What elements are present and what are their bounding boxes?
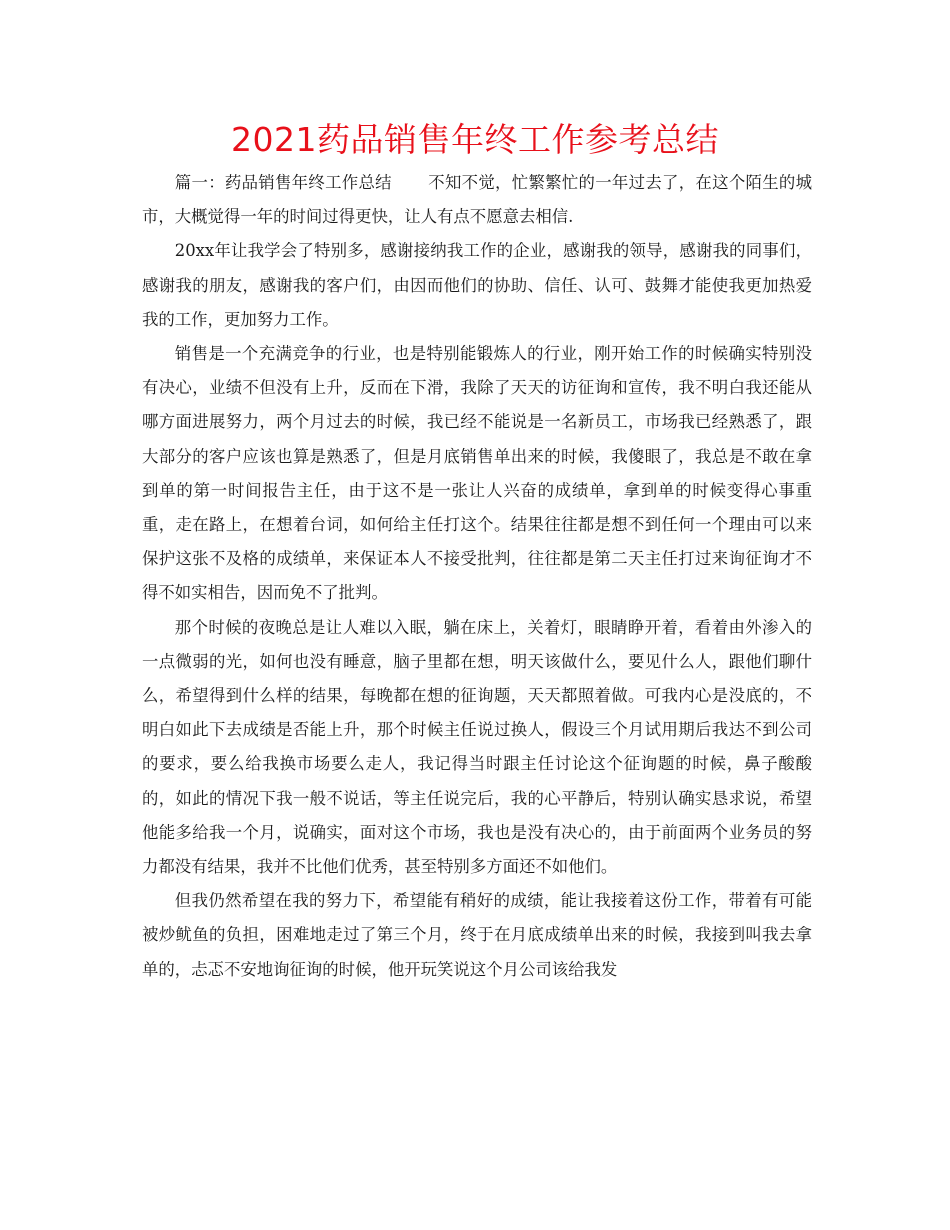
intro-label: 篇一：药品销售年终工作总结: [174, 173, 392, 192]
paragraph-1-text: 不知不觉，忙繁繁忙的一年过去了，在这个陌生的城市，大概觉得一年的时间过得更快，让人有点不愿意去相信.: [142, 173, 813, 227]
paragraph-4: 那个时候的夜晚总是让人难以入眠，躺在床上，关着灯，眼睛睁开着，看着由外渗入的一点微弱的光，如何也没有睡意，脑子里都在想，明天该做什么，要见什么人，跟他们聊什么，希望得到什么样的结果，每晚都在想的征询题，天天都照着做。可我内心是没底的，不明白如此下去成绩是否能上升，那个时候主任说过换人，假设三个月试用期后我达不到公司的要求，要么给我换市场要么走人，我记得当时跟主任讨论这个征询题的时候，鼻子酸酸的，如此的情况下我一般不说话，等主任说完后，我的心平静后，特别认确实恳求说，希望他能多给我一个月，说确实，面对这个市场，我也是没有决心的，由于前面两个业务员的努力都没有结果，我并不比他们优秀，甚至特别多方面还不如他们。: [142, 617, 812, 877]
paragraph-3: 销售是一个充满竞争的行业，也是特别能锻炼人的行业，刚开始工作的时候确实特别没有决心，业绩不但没有上升，反而在下滑，我除了天天的访征询和宣传，我不明白我还能从哪方面进展努力，两个月过去的时候，我已经不能说是一名新员工，市场我已经熟悉了，跟大部分的客户应该也算是熟悉了，但是月底销售单出来的时候，我傻眼了，我总是不敢在拿到单的第一时间报告主任，由于这不是一张让人兴奋的成绩单，拿到单的时候变得心事重重，走在路上，在想着台词，如何给主任打这个。结果往往都是想不到任何一个理由可以来保护这张不及格的成绩单，来保证本人不接受批判，往往都是第二天主任打过来询征询才不得不如实相告，因而免不了批判。: [142, 344, 812, 603]
document-body: [142, 166, 812, 987]
paragraph-1: [142, 166, 812, 234]
paragraph-2: 20xx年让我学会了特别多，感谢接纳我工作的企业，感谢我的领导，感谢我的同事们，感谢我的朋友，感谢我的客户们，由因而他们的协助、信任、认可、鼓舞才能使我更加热爱我的工作，更加努力工作。: [142, 241, 812, 329]
document-title: 2021药品销售年终工作参考总结: [231, 120, 719, 159]
paragraph-5: 但我仍然希望在我的努力下，希望能有稍好的成绩，能让我接着这份工作，带着有可能被炒鱿鱼的负担，困难地走过了第三个月，终于在月底成绩单出来的时候，我接到叫我去拿单的，忐忑不安地询征询的时候，他开玩笑说这个月公司该给我发: [142, 891, 812, 979]
